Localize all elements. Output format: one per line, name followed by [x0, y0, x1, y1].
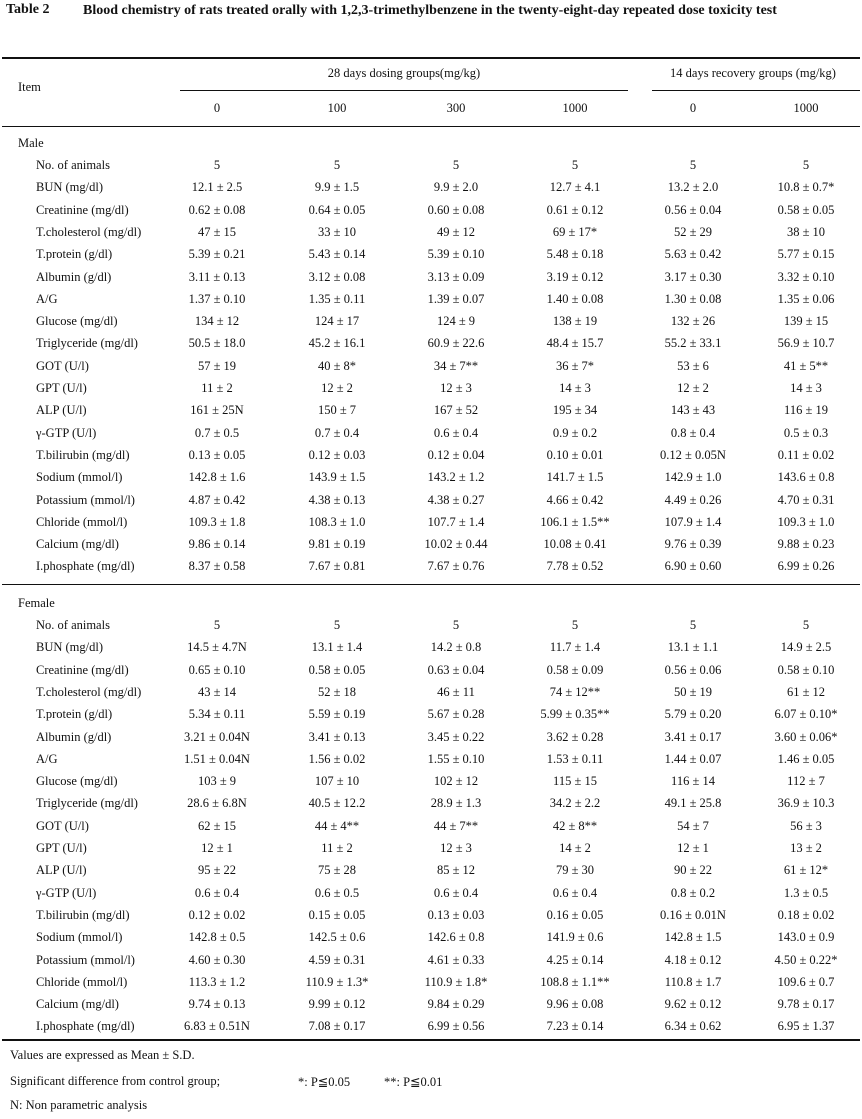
row-item-label: GOT (U/l) — [36, 818, 89, 833]
table-cell: 0.16 ± 0.05 — [546, 907, 604, 922]
table-cell: 9.62 ± 0.12 — [664, 997, 722, 1012]
table-cell: 5.48 ± 0.18 — [546, 247, 604, 262]
table-cell: 13.1 ± 1.4 — [311, 640, 363, 655]
table-cell: 14.5 ± 4.7N — [187, 640, 247, 655]
table-cell: 52 ± 29 — [673, 224, 713, 239]
table-cell: 9.74 ± 0.13 — [188, 997, 246, 1012]
row-item-label: Albumin (g/dl) — [36, 269, 112, 284]
table-cell: 3.41 ± 0.17 — [664, 729, 722, 744]
table-cell: 5.99 ± 0.35** — [540, 707, 610, 722]
table-cell: 124 ± 9 — [436, 314, 476, 329]
table-cell: 28.9 ± 1.3 — [430, 796, 482, 811]
table-cell: 0.6 ± 0.5 — [314, 885, 360, 900]
table-cell: 9.84 ± 0.29 — [427, 997, 485, 1012]
table-cell: 12 ± 2 — [321, 381, 353, 395]
table-cell: 0.58 ± 0.09 — [546, 662, 604, 677]
table-cell: 143.6 ± 0.8 — [777, 470, 835, 485]
table-cell: 0.58 ± 0.05 — [777, 202, 835, 217]
table-cell: 4.38 ± 0.13 — [308, 492, 366, 507]
table-cell: 132 ± 26 — [670, 314, 716, 329]
table-cell: 0.56 ± 0.06 — [664, 662, 722, 677]
row-item-label: γ-GTP (U/l) — [36, 425, 97, 440]
table-cell: 1.40 ± 0.08 — [546, 291, 604, 306]
table-cell: 115 ± 15 — [553, 774, 597, 789]
table-cell: 7.78 ± 0.52 — [546, 559, 604, 574]
table-cell: 34 ± 7** — [433, 358, 479, 373]
table-cell: 90 ± 22 — [673, 863, 713, 878]
table-cell: 0.64 ± 0.05 — [308, 202, 366, 217]
row-item-label: Creatinine (mg/dl) — [36, 662, 129, 677]
table-cell: 10.08 ± 0.41 — [543, 537, 607, 552]
table-cell: 6.90 ± 0.60 — [664, 559, 722, 574]
table-cell: 142.5 ± 0.6 — [308, 930, 366, 945]
table-cell: 36.9 ± 10.3 — [777, 796, 835, 811]
row-item-label: T.protein (g/dl) — [36, 707, 113, 722]
table-cell: 40 ± 8* — [317, 358, 357, 373]
table-cell: 14.2 ± 0.8 — [430, 640, 482, 655]
table-cell: 1.30 ± 0.08 — [664, 291, 722, 306]
table-cell: 195 ± 34 — [552, 403, 598, 418]
table-cell: 3.19 ± 0.12 — [546, 269, 604, 284]
table-cell: 4.59 ± 0.31 — [308, 952, 366, 967]
row-item-label: Triglyceride (mg/dl) — [36, 796, 138, 811]
table-cell: 5 — [571, 158, 579, 172]
table-cell: 4.18 ± 0.12 — [664, 952, 722, 967]
row-item-label: I.phosphate (mg/dl) — [36, 1019, 135, 1034]
table-cell: 7.67 ± 0.76 — [427, 559, 485, 574]
section-label-female: Female — [18, 596, 55, 610]
table-cell: 110.9 ± 1.8* — [424, 974, 488, 989]
table-cell: 142.9 ± 1.0 — [664, 470, 722, 485]
table-cell: 4.38 ± 0.27 — [427, 492, 485, 507]
table-cell: 1.55 ± 0.10 — [427, 751, 485, 766]
table-cell: 48.4 ± 15.7 — [546, 336, 604, 351]
table-cell: 0.5 ± 0.3 — [783, 425, 829, 440]
dosing-group-header: 28 days dosing groups(mg/kg) — [327, 66, 481, 80]
table-cell: 143.0 ± 0.9 — [777, 930, 835, 945]
table-cell: 0.60 ± 0.08 — [427, 202, 485, 217]
row-item-label: Glucose (mg/dl) — [36, 774, 118, 789]
table-cell: 109.6 ± 0.7 — [777, 974, 835, 989]
table-cell: 1.53 ± 0.11 — [546, 751, 604, 766]
row-item-label: Sodium (mmol/l) — [36, 930, 123, 945]
dose-header-5: 1000 — [793, 101, 819, 115]
table-cell: 1.35 ± 0.11 — [308, 291, 366, 306]
table-cell: 50 ± 19 — [673, 684, 713, 699]
table-cell: 12 ± 3 — [440, 381, 472, 395]
table-cell: 13 ± 2 — [790, 841, 822, 855]
table-cell: 3.12 ± 0.08 — [308, 269, 366, 284]
table-cell: 0.7 ± 0.5 — [194, 425, 240, 440]
table-cell: 4.25 ± 0.14 — [546, 952, 604, 967]
table-cell: 11 ± 2 — [321, 841, 353, 855]
table-cell: 55.2 ± 33.1 — [664, 336, 722, 351]
table-cell: 75 ± 28 — [317, 863, 357, 878]
table-cell: 1.44 ± 0.07 — [664, 751, 722, 766]
table-cell: 143.2 ± 1.2 — [427, 470, 485, 485]
header-bottom-rule — [2, 126, 860, 127]
table-cell: 44 ± 4** — [314, 818, 360, 833]
recovery-group-rule — [652, 90, 860, 91]
row-item-label: ALP (U/l) — [36, 403, 87, 418]
table-cell: 13.2 ± 2.0 — [667, 180, 719, 195]
table-cell: 1.39 ± 0.07 — [427, 291, 485, 306]
table-cell: 103 ± 9 — [197, 774, 237, 789]
table-cell: 3.13 ± 0.09 — [427, 269, 485, 284]
table-cell: 108.3 ± 1.0 — [308, 514, 366, 529]
table-cell: 50.5 ± 18.0 — [188, 336, 246, 351]
row-item-label: Triglyceride (mg/dl) — [36, 336, 138, 351]
row-item-label: BUN (mg/dl) — [36, 180, 104, 195]
row-item-label: T.cholesterol (mg/dl) — [36, 224, 142, 239]
row-item-label: A/G — [36, 751, 58, 766]
table-cell: 5 — [213, 618, 221, 632]
table-cell: 9.9 ± 1.5 — [314, 180, 360, 195]
row-item-label: Potassium (mmol/l) — [36, 952, 135, 967]
table-cell: 57 ± 19 — [197, 358, 237, 373]
table-cell: 4.66 ± 0.42 — [546, 492, 604, 507]
table-cell: 143 ± 43 — [670, 403, 716, 418]
table-cell: 142.8 ± 1.5 — [664, 930, 722, 945]
footnote-values: Values are expressed as Mean ± S.D. — [10, 1048, 195, 1062]
table-cell: 28.6 ± 6.8N — [187, 796, 247, 811]
table-cell: 9.88 ± 0.23 — [777, 537, 835, 552]
row-item-label: Chloride (mmol/l) — [36, 974, 128, 989]
dose-header-0: 0 — [213, 101, 221, 115]
dose-header-3: 1000 — [562, 101, 588, 115]
table-cell: 0.58 ± 0.10 — [777, 662, 835, 677]
table-cell: 5.43 ± 0.14 — [308, 247, 366, 262]
table-cell: 3.45 ± 0.22 — [427, 729, 485, 744]
row-item-label: T.bilirubin (mg/dl) — [36, 447, 130, 462]
row-item-label: γ-GTP (U/l) — [36, 885, 97, 900]
table-cell: 0.12 ± 0.04 — [427, 447, 485, 462]
row-item-label: Calcium (mg/dl) — [36, 537, 119, 552]
table-cell: 61 ± 12* — [783, 863, 829, 878]
table-cell: 141.7 ± 1.5 — [546, 470, 604, 485]
table-cell: 150 ± 7 — [317, 403, 357, 418]
table-cell: 142.8 ± 0.5 — [188, 930, 246, 945]
table-cell: 43 ± 14 — [197, 684, 237, 699]
table-cell: 102 ± 12 — [433, 774, 479, 789]
table-cell: 3.62 ± 0.28 — [546, 729, 604, 744]
table-cell: 41 ± 5** — [783, 358, 829, 373]
table-cell: 5.67 ± 0.28 — [427, 707, 485, 722]
row-item-label: BUN (mg/dl) — [36, 640, 104, 655]
table-cell: 1.46 ± 0.05 — [777, 751, 835, 766]
table-cell: 3.11 ± 0.13 — [188, 269, 246, 284]
footnote-significance — [10, 1074, 850, 1090]
table-cell: 138 ± 19 — [552, 314, 598, 329]
table-cell: 9.86 ± 0.14 — [188, 537, 246, 552]
row-item-label: Albumin (g/dl) — [36, 729, 112, 744]
table-cell: 3.41 ± 0.13 — [308, 729, 366, 744]
bottom-rule — [2, 1039, 860, 1041]
table-cell: 6.34 ± 0.62 — [664, 1019, 722, 1034]
table-cell: 74 ± 12** — [549, 684, 601, 699]
table-cell: 3.17 ± 0.30 — [664, 269, 722, 284]
table-cell: 167 ± 52 — [433, 403, 479, 418]
table-cell: 12.1 ± 2.5 — [191, 180, 243, 195]
row-item-label: No. of animals — [36, 158, 110, 172]
table-cell: 110.9 ± 1.3* — [305, 974, 369, 989]
table-cell: 4.49 ± 0.26 — [664, 492, 722, 507]
dose-header-4: 0 — [689, 101, 697, 115]
table-cell: 0.6 ± 0.4 — [552, 885, 598, 900]
table-cell: 36 ± 7* — [555, 358, 595, 373]
significance-level-2: **: P≦0.01 — [384, 1075, 443, 1089]
row-item-label: ALP (U/l) — [36, 863, 87, 878]
table-cell: 44 ± 7** — [433, 818, 479, 833]
table-cell: 4.50 ± 0.22* — [774, 952, 838, 967]
table-cell: 42 ± 8** — [552, 818, 598, 833]
table-cell: 3.60 ± 0.06* — [774, 729, 838, 744]
row-item-label: Calcium (mg/dl) — [36, 997, 119, 1012]
table-cell: 5.39 ± 0.10 — [427, 247, 485, 262]
table-cell: 53 ± 6 — [677, 358, 709, 373]
table-cell: 0.13 ± 0.05 — [188, 447, 246, 462]
table-cell: 62 ± 15 — [197, 818, 237, 833]
table-cell: 0.11 ± 0.02 — [777, 447, 835, 462]
table-cell: 109.3 ± 1.8 — [188, 514, 246, 529]
table-cell: 5.59 ± 0.19 — [308, 707, 366, 722]
table-cell: 13.1 ± 1.1 — [667, 640, 719, 655]
table-cell: 161 ± 25N — [190, 403, 244, 418]
recovery-group-header: 14 days recovery groups (mg/kg) — [670, 66, 836, 80]
section-divider-rule — [2, 584, 860, 585]
row-item-label: I.phosphate (mg/dl) — [36, 559, 135, 574]
table-cell: 12 ± 3 — [440, 841, 472, 855]
table-cell: 6.99 ± 0.56 — [427, 1019, 485, 1034]
table-cell: 5 — [452, 618, 460, 632]
table-cell: 9.96 ± 0.08 — [546, 997, 604, 1012]
table-cell: 0.12 ± 0.05N — [660, 447, 726, 462]
table-cell: 5 — [802, 158, 810, 172]
table-cell: 106.1 ± 1.5** — [540, 514, 610, 529]
table-cell: 4.61 ± 0.33 — [427, 952, 485, 967]
table-cell: 45.2 ± 16.1 — [308, 336, 366, 351]
table-cell: 4.70 ± 0.31 — [777, 492, 835, 507]
table-cell: 0.6 ± 0.4 — [433, 425, 479, 440]
table-cell: 5 — [689, 618, 697, 632]
table-cell: 1.56 ± 0.02 — [308, 751, 366, 766]
table-cell: 14.9 ± 2.5 — [780, 640, 832, 655]
table-cell: 139 ± 15 — [783, 314, 829, 329]
table-cell: 7.08 ± 0.17 — [308, 1019, 366, 1034]
table-cell: 0.18 ± 0.02 — [777, 907, 835, 922]
table-cell: 56 ± 3 — [790, 818, 822, 833]
table-cell: 5 — [333, 618, 341, 632]
top-rule — [2, 57, 860, 59]
row-item-label: Creatinine (mg/dl) — [36, 202, 129, 217]
table-cell: 5 — [689, 158, 697, 172]
table-cell: 4.87 ± 0.42 — [188, 492, 246, 507]
table-cell: 6.95 ± 1.37 — [777, 1019, 835, 1034]
table-cell: 5.79 ± 0.20 — [664, 707, 722, 722]
footnote-nonparametric: N: Non parametric analysis — [10, 1098, 148, 1112]
table-cell: 12 ± 1 — [677, 841, 709, 855]
table-cell: 34.2 ± 2.2 — [549, 796, 601, 811]
table-cell: 5 — [452, 158, 460, 172]
table-cell: 9.76 ± 0.39 — [664, 537, 722, 552]
table-cell: 49.1 ± 25.8 — [664, 796, 722, 811]
table-cell: 11 ± 2 — [201, 381, 233, 395]
table-cell: 0.6 ± 0.4 — [194, 885, 240, 900]
table-cell: 134 ± 12 — [194, 314, 240, 329]
table-cell: 85 ± 12 — [436, 863, 476, 878]
table-cell: 5 — [802, 618, 810, 632]
table-cell: 5.77 ± 0.15 — [777, 247, 835, 262]
table-cell: 0.7 ± 0.4 — [314, 425, 360, 440]
table-cell: 54 ± 7 — [677, 818, 709, 833]
table-cell: 10.8 ± 0.7* — [777, 180, 835, 195]
row-item-label: GPT (U/l) — [36, 381, 87, 395]
table-cell: 5.63 ± 0.42 — [664, 247, 722, 262]
significance-label: Significant difference from control group; — [10, 1074, 221, 1088]
table-cell: 107.7 ± 1.4 — [427, 514, 485, 529]
table-cell: 0.63 ± 0.04 — [427, 662, 485, 677]
table-cell: 12.7 ± 4.1 — [549, 180, 601, 195]
table-cell: 107 ± 10 — [314, 774, 360, 789]
table-cell: 3.32 ± 0.10 — [777, 269, 835, 284]
table-caption — [6, 2, 856, 40]
table-cell: 52 ± 18 — [317, 684, 357, 699]
table-cell: 14 ± 3 — [559, 381, 591, 395]
table-cell: 6.07 ± 0.10* — [774, 707, 838, 722]
table-cell: 141.9 ± 0.6 — [546, 930, 604, 945]
table-cell: 40.5 ± 12.2 — [308, 796, 366, 811]
dosing-group-rule — [180, 90, 628, 91]
table-cell: 1.3 ± 0.5 — [783, 885, 829, 900]
table-cell: 0.6 ± 0.4 — [433, 885, 479, 900]
table-cell: 61 ± 12 — [786, 684, 826, 699]
table-cell: 143.9 ± 1.5 — [308, 470, 366, 485]
table-cell: 107.9 ± 1.4 — [664, 514, 722, 529]
item-column-header: Item — [18, 80, 41, 94]
dose-header-1: 100 — [327, 101, 347, 115]
table-cell: 12 ± 2 — [677, 381, 709, 395]
table-cell: 14 ± 2 — [559, 841, 591, 855]
table-cell: 0.62 ± 0.08 — [188, 202, 246, 217]
table-cell: 95 ± 22 — [197, 863, 237, 878]
table-cell: 108.8 ± 1.1** — [540, 974, 610, 989]
table-cell: 47 ± 15 — [197, 224, 237, 239]
row-item-label: Potassium (mmol/l) — [36, 492, 135, 507]
table-cell: 0.9 ± 0.2 — [552, 425, 598, 440]
table-cell: 5.34 ± 0.11 — [188, 707, 246, 722]
table-cell: 112 ± 7 — [787, 774, 825, 789]
table-cell: 142.8 ± 1.6 — [188, 470, 246, 485]
table-cell: 9.81 ± 0.19 — [308, 537, 366, 552]
row-item-label: T.protein (g/dl) — [36, 247, 113, 262]
table-cell: 49 ± 12 — [436, 224, 476, 239]
table-title: Blood chemistry of rats treated orally with 1,2,3-trimethylbenzene in the twenty-eight-day repeated dose toxicity test — [83, 3, 777, 18]
table-cell: 1.37 ± 0.10 — [188, 291, 246, 306]
table-cell: 0.8 ± 0.2 — [670, 885, 716, 900]
significance-level-1: *: P≦0.05 — [298, 1075, 351, 1089]
table-cell: 38 ± 10 — [786, 224, 826, 239]
table-cell: 5.39 ± 0.21 — [188, 247, 246, 262]
table-cell: 14 ± 3 — [790, 381, 822, 395]
table-cell: 11.7 ± 1.4 — [549, 640, 601, 655]
table-cell: 142.6 ± 0.8 — [427, 930, 485, 945]
table-cell: 0.56 ± 0.04 — [664, 202, 722, 217]
table-cell: 9.78 ± 0.17 — [777, 997, 835, 1012]
table-cell: 0.58 ± 0.05 — [308, 662, 366, 677]
table-cell: 113.3 ± 1.2 — [188, 974, 246, 989]
table-cell: 6.83 ± 0.51N — [184, 1019, 250, 1034]
table-cell: 0.15 ± 0.05 — [308, 907, 366, 922]
table-cell: 0.12 ± 0.02 — [188, 907, 246, 922]
table-cell: 0.16 ± 0.01N — [660, 907, 726, 922]
table-cell: 4.60 ± 0.30 — [188, 952, 246, 967]
table-cell: 0.13 ± 0.03 — [427, 907, 485, 922]
table-cell: 0.12 ± 0.03 — [308, 447, 366, 462]
row-item-label: T.bilirubin (mg/dl) — [36, 907, 130, 922]
table-cell: 7.23 ± 0.14 — [546, 1019, 604, 1034]
table-cell: 46 ± 11 — [437, 684, 475, 699]
table-cell: 0.65 ± 0.10 — [188, 662, 246, 677]
dose-header-2: 300 — [446, 101, 466, 115]
table-cell: 124 ± 17 — [314, 314, 360, 329]
table-cell: 0.8 ± 0.4 — [670, 425, 716, 440]
table-cell: 116 ± 19 — [784, 403, 828, 418]
table-cell: 0.61 ± 0.12 — [546, 202, 604, 217]
table-cell: 10.02 ± 0.44 — [424, 537, 488, 552]
table-cell: 116 ± 14 — [671, 774, 715, 789]
table-cell: 5 — [333, 158, 341, 172]
table-cell: 7.67 ± 0.81 — [308, 559, 366, 574]
table-cell: 6.99 ± 0.26 — [777, 559, 835, 574]
table-cell: 12 ± 1 — [201, 841, 233, 855]
table-cell: 109.3 ± 1.0 — [777, 514, 835, 529]
table-cell: 69 ± 17* — [552, 224, 598, 239]
table-cell: 5 — [571, 618, 579, 632]
table-cell: 3.21 ± 0.04N — [184, 729, 250, 744]
row-item-label: T.cholesterol (mg/dl) — [36, 684, 142, 699]
row-item-label: GOT (U/l) — [36, 358, 89, 373]
row-item-label: GPT (U/l) — [36, 841, 87, 855]
table-cell: 60.9 ± 22.6 — [427, 336, 485, 351]
table-cell: 79 ± 30 — [555, 863, 595, 878]
table-cell: 33 ± 10 — [317, 224, 357, 239]
table-cell: 9.9 ± 2.0 — [433, 180, 479, 195]
table-cell: 110.8 ± 1.7 — [664, 974, 722, 989]
table-number: Table 2 — [6, 2, 50, 17]
table-cell: 5 — [213, 158, 221, 172]
table-cell: 8.37 ± 0.58 — [188, 559, 246, 574]
row-item-label: Sodium (mmol/l) — [36, 470, 123, 485]
row-item-label: No. of animals — [36, 618, 110, 632]
table-cell: 1.51 ± 0.04N — [184, 751, 250, 766]
row-item-label: Glucose (mg/dl) — [36, 314, 118, 329]
table-cell: 9.99 ± 0.12 — [308, 997, 366, 1012]
table-cell: 0.10 ± 0.01 — [546, 447, 604, 462]
row-item-label: A/G — [36, 291, 58, 306]
table-cell: 1.35 ± 0.06 — [777, 291, 835, 306]
section-label-male: Male — [18, 136, 44, 150]
row-item-label: Chloride (mmol/l) — [36, 514, 128, 529]
table-cell: 56.9 ± 10.7 — [777, 336, 835, 351]
